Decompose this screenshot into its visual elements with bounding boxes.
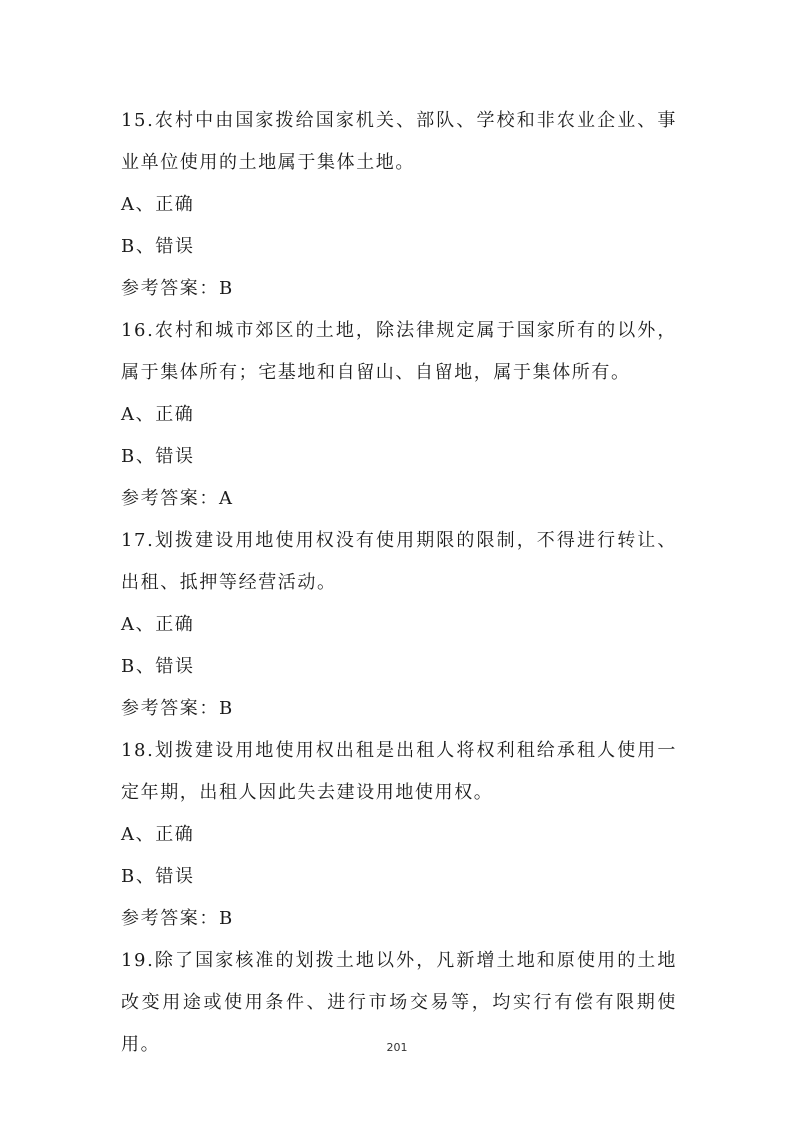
reference-answer: 参考答案：B	[121, 908, 234, 929]
question-stem: 18.划拨建设用地使用权出租是出租人将权利租给承租人使用一定年期，出租人因此失去建设用地使用权。	[121, 740, 677, 803]
question-17	[121, 520, 677, 730]
option-a: A、正确	[121, 404, 195, 425]
option-a: A、正确	[121, 194, 195, 215]
question-list	[121, 100, 677, 1066]
question-stem: 19.除了国家核准的划拨土地以外，凡新增土地和原使用的土地改变用途或使用条件、进行市场交易等，均实行有偿有限期使用。	[121, 950, 677, 1055]
question-16	[121, 310, 677, 520]
reference-answer: 参考答案：B	[121, 698, 234, 719]
question-stem: 16.农村和城市郊区的土地，除法律规定属于国家所有的以外，属于集体所有；宅基地和自留山、自留地，属于集体所有。	[121, 320, 677, 383]
option-b: B、错误	[121, 866, 195, 887]
option-b: B、错误	[121, 446, 195, 467]
question-stem: 17.划拨建设用地使用权没有使用期限的限制，不得进行转让、出租、抵押等经营活动。	[121, 530, 677, 593]
option-a: A、正确	[121, 824, 195, 845]
question-15	[121, 100, 677, 310]
option-a: A、正确	[121, 614, 195, 635]
reference-answer: 参考答案：A	[121, 488, 234, 509]
page-number: 201	[386, 1041, 408, 1054]
option-b: B、错误	[121, 236, 195, 257]
option-b: B、错误	[121, 656, 195, 677]
question-18	[121, 730, 677, 940]
question-stem: 15.农村中由国家拨给国家机关、部队、学校和非农业企业、事业单位使用的土地属于集体土地。	[121, 110, 677, 173]
reference-answer: 参考答案：B	[121, 278, 234, 299]
